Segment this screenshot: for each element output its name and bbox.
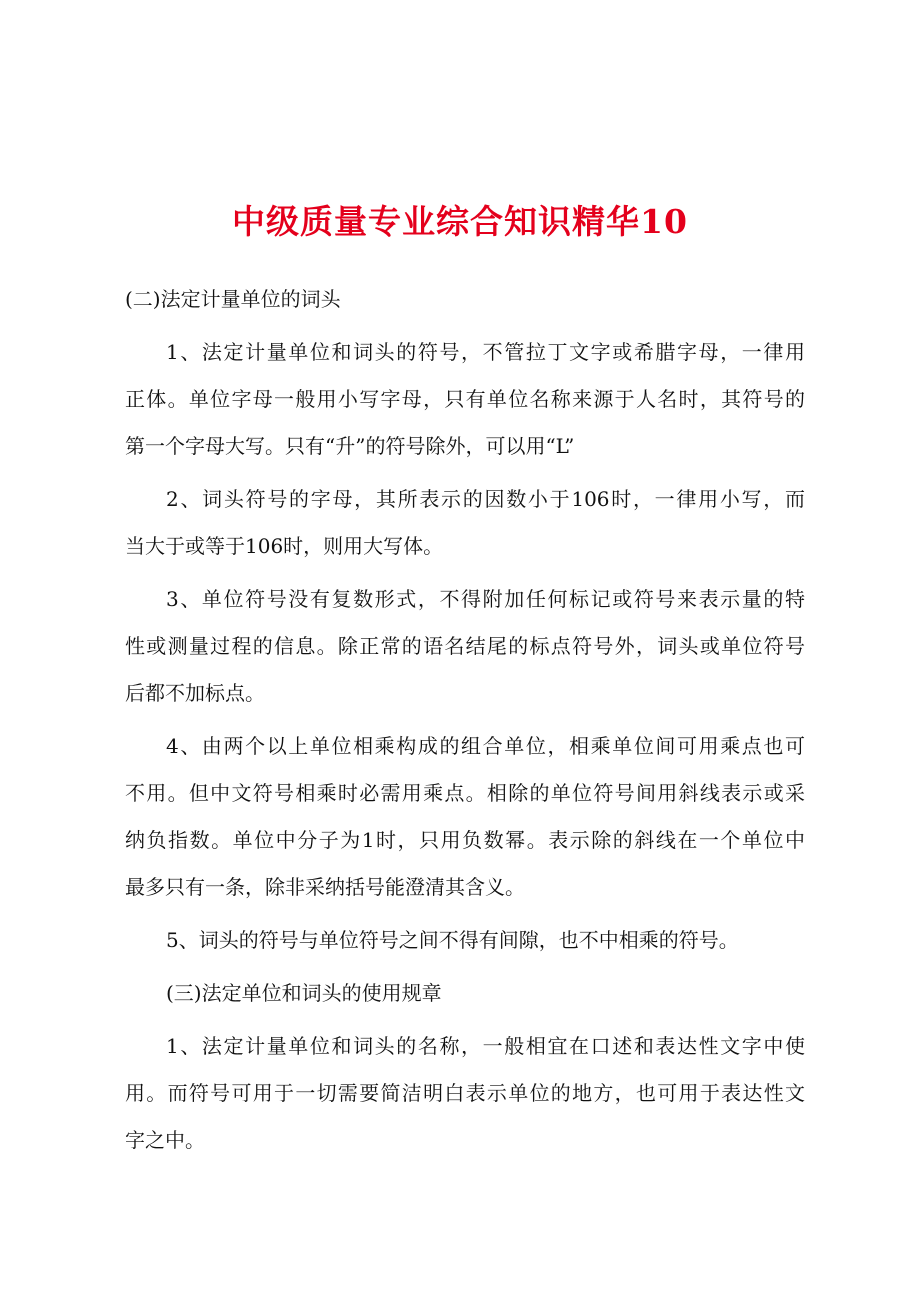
- paragraph: [125, 1031, 805, 1172]
- paragraph-line: 纳负指数。单位中分子为1时，只用负数幂。表示除的斜线在一个单位中: [125, 828, 805, 852]
- paragraph-line: 用。而符号可用于一切需要简洁明白表示单位的地方，也可用于表达性文: [125, 1081, 805, 1105]
- paragraph: [125, 925, 805, 972]
- paragraph-line: 当大于或等于106时，则用大写体。: [125, 534, 444, 558]
- paragraph-line: 性或测量过程的信息。除正常的语名结尾的标点符号外，词头或单位符号: [125, 634, 805, 658]
- section-heading: (二)法定计量单位的词头: [125, 287, 341, 311]
- document-body: [125, 284, 805, 1178]
- paragraph-line: 3、单位符号没有复数形式，不得附加任何标记或符号来表示量的特: [166, 587, 805, 611]
- document-title: 中级质量专业综合知识精华10: [232, 202, 688, 241]
- paragraph-line: 2、词头符号的字母，其所表示的因数小于106时，一律用小写，而: [166, 487, 805, 511]
- paragraph-line: 不用。但中文符号相乘时必需用乘点。相除的单位符号间用斜线表示或采: [125, 781, 805, 805]
- paragraph-line: 5、词头的符号与单位符号之间不得有间隙，也不中相乘的符号。: [166, 928, 739, 952]
- paragraph-group: [125, 337, 805, 972]
- paragraph-line: 第一个字母大写。只有“升”的符号除外，可以用“L”: [125, 434, 575, 458]
- paragraph-line: 字之中。: [125, 1128, 205, 1152]
- paragraph-group: [125, 1031, 805, 1172]
- paragraph-line: 正体。单位字母一般用小写字母，只有单位名称来源于人名时，其符号的: [125, 387, 805, 411]
- paragraph-line: 1、法定计量单位和词头的符号，不管拉丁文字或希腊字母，一律用: [166, 340, 805, 364]
- paragraph-line: 1、法定计量单位和词头的名称，一般相宜在口述和表达性文字中使: [166, 1034, 805, 1058]
- section-heading: (三)法定单位和词头的使用规章: [166, 981, 442, 1005]
- paragraph-line: 后都不加标点。: [125, 681, 265, 705]
- paragraph-line: 4、由两个以上单位相乘构成的组合单位，相乘单位间可用乘点也可: [166, 734, 805, 758]
- paragraph-line: 最多只有一条，除非采纳括号能澄清其含义。: [125, 875, 525, 899]
- paragraph: [125, 337, 805, 478]
- paragraph: [125, 484, 805, 578]
- paragraph: [125, 731, 805, 919]
- paragraph: [125, 584, 805, 725]
